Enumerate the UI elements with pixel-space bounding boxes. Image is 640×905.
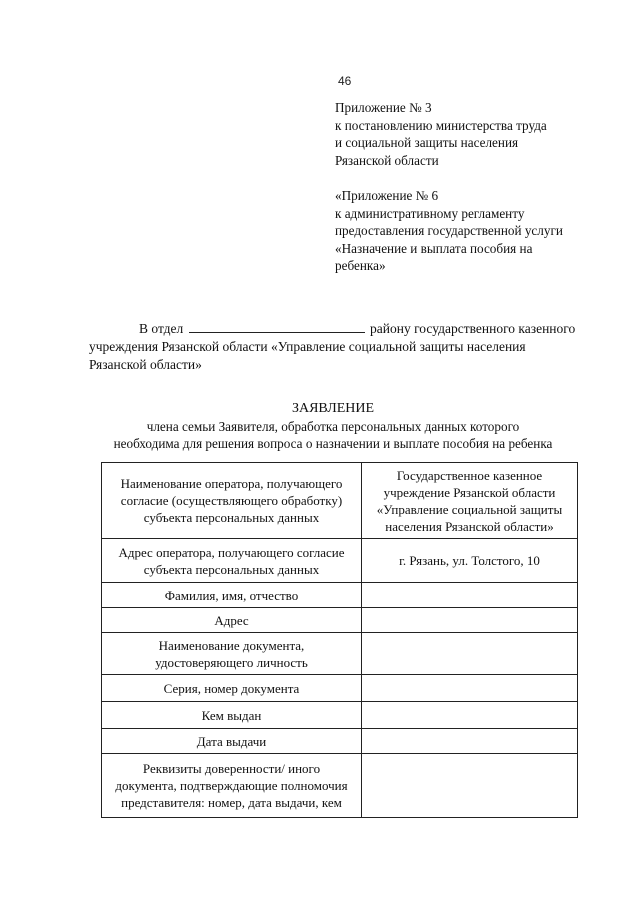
statement-subtitle bbox=[89, 418, 577, 452]
table-cell-value: Государственное казенное учреждение Рязанской области «Управление социальной защиты населения Рязанской области» bbox=[362, 463, 578, 539]
table-cell-input[interactable] bbox=[362, 754, 578, 818]
table-cell-label: Серия, номер документа bbox=[102, 675, 362, 702]
appendix-line: к постановлению министерства труда bbox=[335, 117, 547, 133]
table-row bbox=[102, 463, 578, 539]
table-cell-label: Реквизиты доверенности/ иного документа, подтверждающие полномочия представителя: номер, дата выдачи, кем bbox=[102, 754, 362, 818]
page-number: 46 bbox=[338, 74, 352, 88]
appendix-line: ребенка» bbox=[335, 258, 386, 273]
table-cell-input[interactable] bbox=[362, 633, 578, 675]
consent-table bbox=[101, 462, 578, 818]
subtitle-line: необходима для решения вопроса о назначении и выплате пособия на ребенка bbox=[113, 436, 553, 451]
addressee-line: Рязанской области» bbox=[89, 357, 202, 372]
table-cell-input[interactable] bbox=[362, 608, 578, 633]
appendix-line: Приложение № 3 bbox=[335, 100, 432, 115]
appendix-line: предоставления государственной услуги bbox=[335, 223, 563, 238]
table-cell-label: Наименование документа, удостоверяющего личность bbox=[102, 633, 362, 675]
table-row bbox=[102, 702, 578, 729]
appendix-header bbox=[335, 99, 595, 275]
appendix-line: «Приложение № 6 bbox=[335, 188, 439, 203]
table-cell-value: г. Рязань, ул. Толстого, 10 bbox=[362, 539, 578, 583]
table-cell-input[interactable] bbox=[362, 702, 578, 729]
table-cell-input[interactable] bbox=[362, 729, 578, 754]
appendix-line: и социальной защиты населения bbox=[335, 135, 519, 150]
table-cell-label: Адрес оператора, получающего согласие субъекта персональных данных bbox=[102, 539, 362, 583]
department-blank-field[interactable] bbox=[189, 320, 365, 333]
table-row bbox=[102, 729, 578, 754]
addressee-block bbox=[89, 320, 577, 374]
appendix-line: к административному регламенту bbox=[335, 205, 525, 221]
table-row bbox=[102, 754, 578, 818]
table-row bbox=[102, 539, 578, 583]
subtitle-line: члена семьи Заявителя, обработка персональных данных которого bbox=[146, 419, 520, 434]
table-cell-input[interactable] bbox=[362, 583, 578, 608]
appendix-line: Рязанской области bbox=[335, 152, 439, 168]
table-row bbox=[102, 675, 578, 702]
table-cell-label: Дата выдачи bbox=[102, 729, 362, 754]
addressee-prefix: В отдел bbox=[139, 321, 184, 336]
table-cell-label: Наименование оператора, получающего согласие (осуществляющего обработку) субъекта персональных данных bbox=[102, 463, 362, 539]
addressee-line: учреждения Рязанской области «Управление социальной защиты населения bbox=[89, 339, 526, 354]
addressee-suffix: району государственного казенного bbox=[370, 321, 576, 336]
table-cell-input[interactable] bbox=[362, 675, 578, 702]
table-cell-label: Адрес bbox=[102, 608, 362, 633]
statement-title: ЗАЯВЛЕНИЕ bbox=[291, 401, 375, 416]
table-row bbox=[102, 583, 578, 608]
table-cell-label: Кем выдан bbox=[102, 702, 362, 729]
appendix-line: «Назначение и выплата пособия на bbox=[335, 240, 533, 256]
table-cell-label: Фамилия, имя, отчество bbox=[102, 583, 362, 608]
table-row bbox=[102, 608, 578, 633]
table-row bbox=[102, 633, 578, 675]
